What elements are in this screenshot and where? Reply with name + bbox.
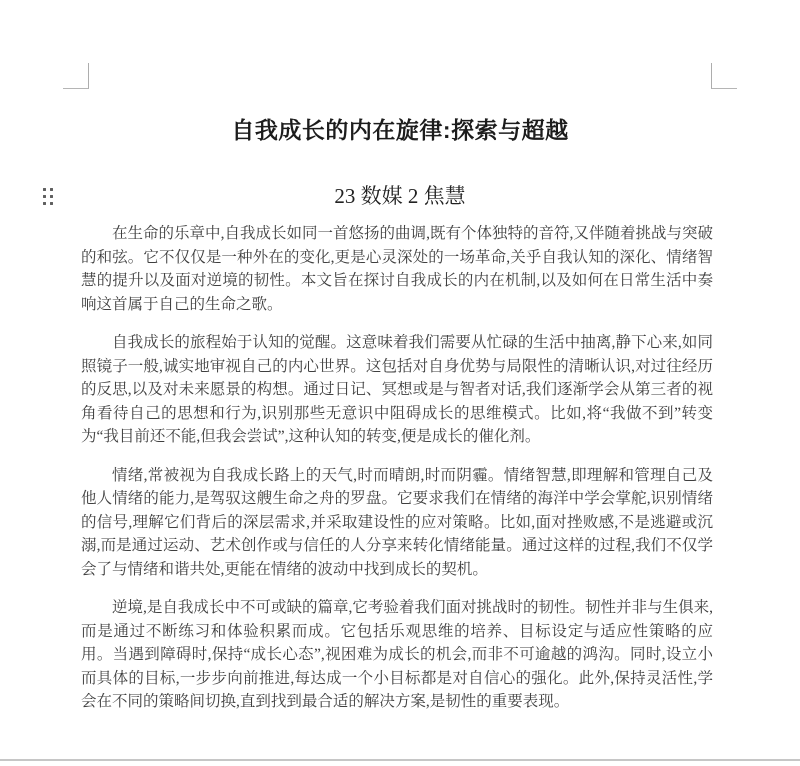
drag-handle-dot [50, 188, 53, 191]
page-margin-corner-top-right [711, 63, 737, 89]
body-paragraph[interactable]: 情绪,常被视为自我成长路上的天气,时而晴朗,时而阴霾。情绪智慧,即理解和管理自己及他人情绪的能力,是驾驭这艘生命之舟的罗盘。它要求我们在情绪的海洋中学会掌舵,识别情绪的信号,理解它们背后的深层需求,并采取建设性的应对策略。比如,面对挫败感,不是逃避或沉溺,而是通过运动、艺术创作或与信任的人分享来转化情绪能量。通过这样的过程,我们不仅学会了与情绪和谐共处,更能在情绪的波动中找到成长的契机。 [81, 466, 713, 578]
drag-handle-dot [43, 188, 46, 191]
page-margin-corner-top-left [63, 63, 89, 89]
drag-handle-dot [43, 202, 46, 205]
block-drag-handle-icon[interactable] [43, 188, 54, 206]
body-paragraph[interactable]: 逆境,是自我成长中不可或缺的篇章,它考验着我们面对挑战时的韧性。韧性并非与生俱来,而是通过不断练习和体验积累而成。它包括乐观思维的培养、目标设定与适应性策略的应用。当遇到障碍时,保持“成长心态”,视困难为成长的机会,而非不可逾越的鸿沟。同时,设立小而具体的目标,一步步向前推进,每达成一个小目标都是对自信心的强化。此外,保持灵活性,学会在不同的策略间切换,直到找到最合适的解决方案,是韧性的重要表现。 [81, 599, 713, 710]
document-byline[interactable]: 23 数媒 2 焦慧 [334, 184, 466, 208]
document-title[interactable]: 自我成长的内在旋律:探索与超越 [231, 117, 569, 143]
drag-handle-dot [50, 195, 53, 198]
document-body [81, 222, 713, 714]
drag-handle-dot [50, 202, 53, 205]
body-paragraph[interactable]: 自我成长的旅程始于认知的觉醒。这意味着我们需要从忙碌的生活中抽离,静下心来,如同照镜子一般,诚实地审视自己的内心世界。这包括对自身优势与局限性的清晰认识,对过往经历的反思,以及对未来愿景的构想。通过日记、冥想或是与智者对话,我们逐渐学会从第三者的视角看待自己的思想和行为,识别那些无意识中阻碍成长的思维模式。比如,将“我做不到”转变为“我目前还不能,但我会尝试”,这种认知的转变,便是成长的催化剂。 [81, 334, 713, 445]
body-paragraph[interactable]: 在生命的乐章中,自我成长如同一首悠扬的曲调,既有个体独特的音符,又伴随着挑战与突破的和弦。它不仅仅是一种外在的变化,更是心灵深处的一场革命,关乎自我认知的深化、情绪智慧的提升以及面对逆境的韧性。本文旨在探讨自我成长的内在机制,以及如何在日常生活中奏响这首属于自己的生命之歌。 [81, 225, 713, 313]
page-bottom-boundary [0, 759, 800, 761]
drag-handle-dot [43, 195, 46, 198]
